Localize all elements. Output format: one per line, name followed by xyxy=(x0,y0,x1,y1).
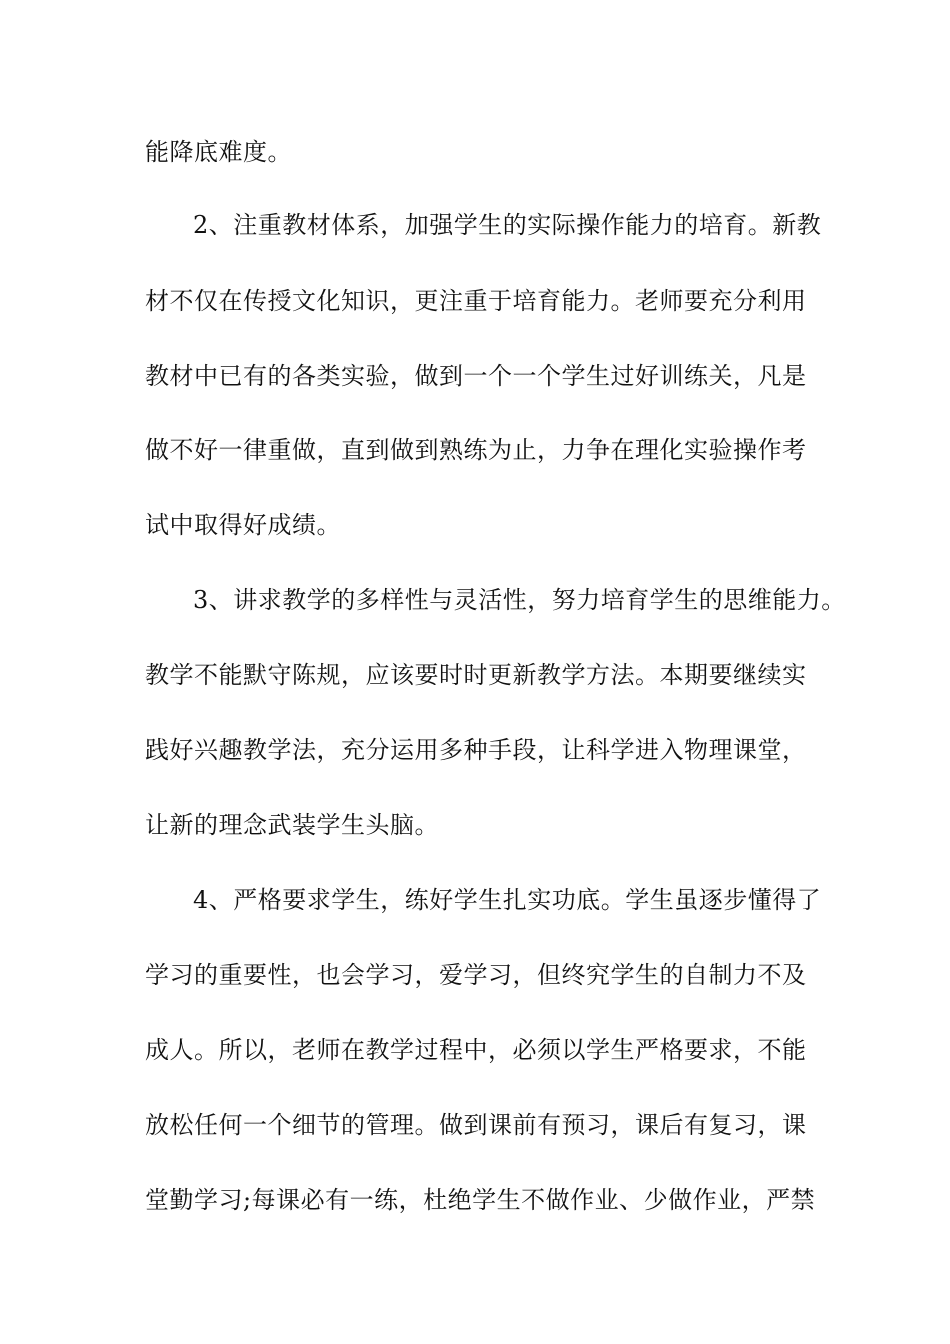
text-line: 成人。所以，老师在教学过程中，必须以学生严格要求，不能 xyxy=(145,1036,807,1064)
text-line: 践好兴趣教学法，充分运用多种手段，让科学进入物理课堂， xyxy=(145,736,807,764)
text-line: 材不仅在传授文化知识，更注重于培育能力。老师要充分利用 xyxy=(145,287,807,315)
text-line: 试中取得好成绩。 xyxy=(145,511,341,539)
text-line: 放松任何一个细节的管理。做到课前有预习，课后有复习，课 xyxy=(145,1111,807,1139)
text-line: 学习的重要性，也会学习，爱学习，但终究学生的自制力不及 xyxy=(145,961,807,989)
text-line: 让新的理念武装学生头脑。 xyxy=(145,811,439,839)
text-line: 教学不能默守陈规，应该要时时更新教学方法。本期要继续实 xyxy=(145,661,807,689)
text-line: 教材中已有的各类实验，做到一个一个学生过好训练关，凡是 xyxy=(145,362,807,390)
text-line: 堂勤学习;每课必有一练，杜绝学生不做作业、少做作业，严禁 xyxy=(145,1186,816,1214)
paragraph-2-start: 2、注重教材体系，加强学生的实际操作能力的培育。新教 xyxy=(193,211,822,239)
text-line: 做不好一律重做，直到做到熟练为止，力争在理化实验操作考 xyxy=(145,436,807,464)
text-line: 能降底难度。 xyxy=(145,138,292,166)
paragraph-3-start: 3、讲求教学的多样性与灵活性，努力培育学生的思维能力。 xyxy=(193,586,846,614)
paragraph-4-start: 4、严格要求学生，练好学生扎实功底。学生虽逐步懂得了 xyxy=(193,886,822,914)
